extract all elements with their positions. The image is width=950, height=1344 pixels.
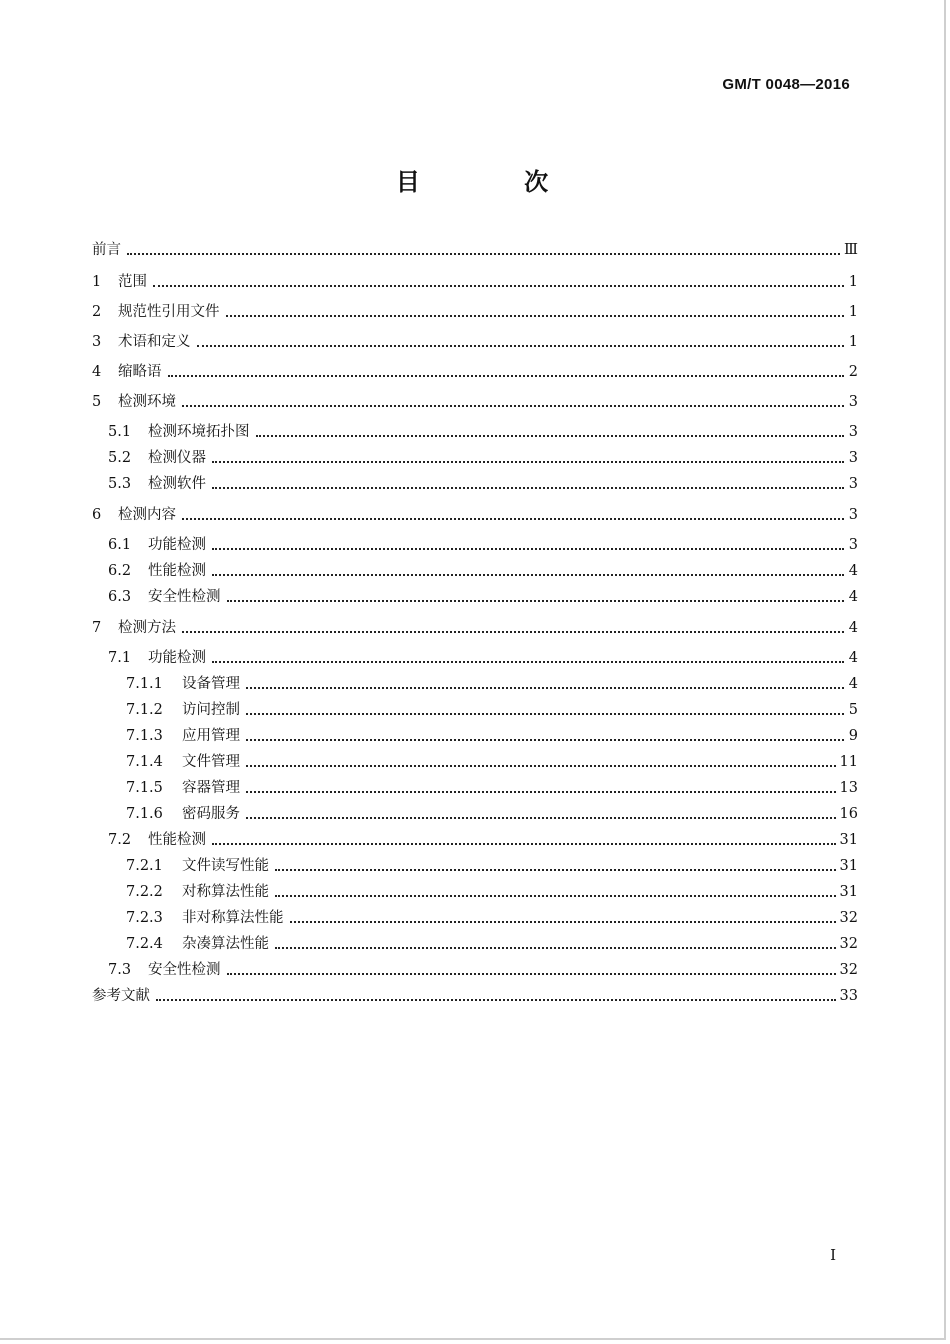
toc-entry-6-2[interactable] [108,561,858,581]
toc-entry-number: 7.2.3 [126,910,163,926]
toc-entry-page: 32 [839,962,858,978]
toc-entry-foreword[interactable] [92,240,858,260]
toc-leader-dots [227,600,845,602]
toc-entry-number: 7 [92,620,102,636]
toc-leader-dots [212,843,836,845]
toc-entry-title: 性能检测 [148,563,206,579]
toc-entry-page: 5 [848,702,858,718]
toc-entry-page: 4 [848,620,858,636]
toc-entry-5-1[interactable] [108,422,858,442]
toc-entry-page: 3 [848,450,858,466]
toc-entry-title: 术语和定义 [118,334,191,350]
toc-entry-bibliography[interactable] [92,986,858,1006]
toc-entry-6-1[interactable] [108,535,858,555]
toc-entry-title: 安全性检测 [148,962,221,978]
toc-entry-number: 7.2 [108,832,132,848]
toc-entry-page: 2 [848,364,858,380]
toc-entry-title: 检测环境拓扑图 [148,424,250,440]
toc-entry-7-2-3[interactable] [126,908,858,928]
toc-leader-dots [246,739,844,741]
toc-entry-title: 检测环境 [118,394,176,410]
toc-entry-7-1-3[interactable] [126,726,858,746]
toc-entry-page: 3 [848,424,858,440]
toc-leader-dots [246,817,836,819]
toc-entry-7-1-6[interactable] [126,804,858,824]
toc-entry-2[interactable] [92,302,858,322]
toc-entry-page: 3 [848,537,858,553]
toc-entry-number: 7.3 [108,962,132,978]
toc-entry-4[interactable] [92,362,858,382]
toc-entry-page: Ⅲ [844,242,858,258]
toc-entry-title: 缩略语 [118,364,162,380]
toc-entry-page: 4 [848,563,858,579]
toc-leader-dots [153,285,844,287]
toc-leader-dots [246,791,836,793]
toc-entry-page: 4 [848,589,858,605]
toc-entry-title: 参考文献 [92,988,150,1004]
toc-entry-number: 7.1.1 [126,676,163,692]
toc-leader-dots [212,461,844,463]
toc-entry-title: 应用管理 [182,728,240,744]
toc-entry-page: 32 [839,910,858,926]
toc-entry-title: 范围 [118,274,147,290]
page-title: 目 次 [395,168,597,196]
toc-entry-number: 6.1 [108,537,132,553]
toc-entry-7[interactable] [92,618,858,638]
toc-entry-7-2[interactable] [108,830,858,850]
toc-entry-number: 5.3 [108,476,132,492]
toc-entry-page: 3 [848,476,858,492]
toc-leader-dots [182,518,844,520]
toc-leader-dots [275,895,836,897]
toc-entry-7-3[interactable] [108,960,858,980]
toc-leader-dots [226,315,845,317]
toc-entry-number: 7.1.2 [126,702,163,718]
toc-leader-dots [182,631,844,633]
toc-entry-title: 前言 [92,242,121,258]
toc-entry-title: 检测软件 [148,476,206,492]
toc-leader-dots [227,973,836,975]
toc-entry-page: 1 [848,334,858,350]
toc-entry-number: 2 [92,304,102,320]
toc-entry-number: 5.2 [108,450,132,466]
toc-entry-7-1-4[interactable] [126,752,858,772]
toc-entry-number: 7.1 [108,650,132,666]
toc-entry-5[interactable] [92,392,858,412]
toc-entry-7-2-4[interactable] [126,934,858,954]
toc-entry-page: 31 [839,858,858,874]
toc-entry-title: 规范性引用文件 [118,304,220,320]
toc-entry-number: 6.3 [108,589,132,605]
toc-entry-title: 非对称算法性能 [182,910,284,926]
toc-entry-1[interactable] [92,272,858,292]
toc-entry-title: 设备管理 [182,676,240,692]
toc-entry-7-1[interactable] [108,648,858,668]
page-number: I [830,1246,836,1264]
toc-entry-title: 检测内容 [118,507,176,523]
toc-entry-page: 33 [839,988,858,1004]
toc-entry-number: 7.1.5 [126,780,163,796]
toc-entry-page: 11 [839,754,858,770]
toc-entry-page: 31 [839,884,858,900]
toc-entry-number: 7.2.1 [126,858,163,874]
toc-entry-7-1-2[interactable] [126,700,858,720]
toc-entry-number: 7.1.6 [126,806,163,822]
toc-entry-5-3[interactable] [108,474,858,494]
toc-entry-title: 文件管理 [182,754,240,770]
toc-entry-title: 功能检测 [148,537,206,553]
toc-entry-6[interactable] [92,505,858,525]
toc-leader-dots [246,765,836,767]
toc-entry-page: 31 [839,832,858,848]
toc-leader-dots [212,661,844,663]
toc-entry-page: 32 [839,936,858,952]
toc-entry-number: 7.1.3 [126,728,163,744]
toc-leader-dots [156,999,836,1001]
toc-entry-7-2-2[interactable] [126,882,858,902]
toc-leader-dots [212,574,844,576]
toc-leader-dots [168,375,845,377]
toc-entry-title: 对称算法性能 [182,884,269,900]
toc-entry-page: 1 [848,304,858,320]
toc-entry-6-3[interactable] [108,587,858,607]
toc-entry-number: 7.2.4 [126,936,163,952]
toc-leader-dots [275,869,836,871]
toc-entry-title: 容器管理 [182,780,240,796]
toc-entry-title: 性能检测 [148,832,206,848]
toc-entry-title: 功能检测 [148,650,206,666]
toc-leader-dots [197,345,845,347]
toc-entry-5-2[interactable] [108,448,858,468]
toc-leader-dots [182,405,844,407]
toc-entry-number: 4 [92,364,102,380]
toc-entry-3[interactable] [92,332,858,352]
toc-entry-page: 4 [848,650,858,666]
toc-entry-number: 6 [92,507,102,523]
toc-entry-title: 检测方法 [118,620,176,636]
standard-code: GM/T 0048—2016 [722,76,850,93]
toc-leader-dots [275,947,836,949]
toc-leader-dots [212,548,844,550]
toc-entry-number: 5.1 [108,424,132,440]
toc-entry-7-2-1[interactable] [126,856,858,876]
toc-entry-page: 9 [848,728,858,744]
toc-entry-number: 7.1.4 [126,754,163,770]
toc-entry-number: 1 [92,274,102,290]
toc-entry-7-1-5[interactable] [126,778,858,798]
toc-leader-dots [212,487,844,489]
toc-entry-page: 16 [839,806,858,822]
toc-leader-dots [246,713,844,715]
toc-entry-title: 安全性检测 [148,589,221,605]
toc-entry-page: 13 [839,780,858,796]
toc-leader-dots [246,687,844,689]
toc-leader-dots [127,253,840,255]
toc-entry-title: 访问控制 [182,702,240,718]
toc-entry-title: 检测仪器 [148,450,206,466]
toc-entry-page: 3 [848,507,858,523]
toc-entry-page: 4 [848,676,858,692]
toc-entry-page: 3 [848,394,858,410]
toc-entry-number: 3 [92,334,102,350]
toc-entry-number: 6.2 [108,563,132,579]
toc-entry-7-1-1[interactable] [126,674,858,694]
toc-entry-title: 文件读写性能 [182,858,269,874]
toc-leader-dots [256,435,845,437]
toc-entry-number: 7.2.2 [126,884,163,900]
toc-entry-title: 密码服务 [182,806,240,822]
toc-entry-number: 5 [92,394,102,410]
toc-entry-page: 1 [848,274,858,290]
toc-entry-title: 杂凑算法性能 [182,936,269,952]
toc-leader-dots [290,921,836,923]
